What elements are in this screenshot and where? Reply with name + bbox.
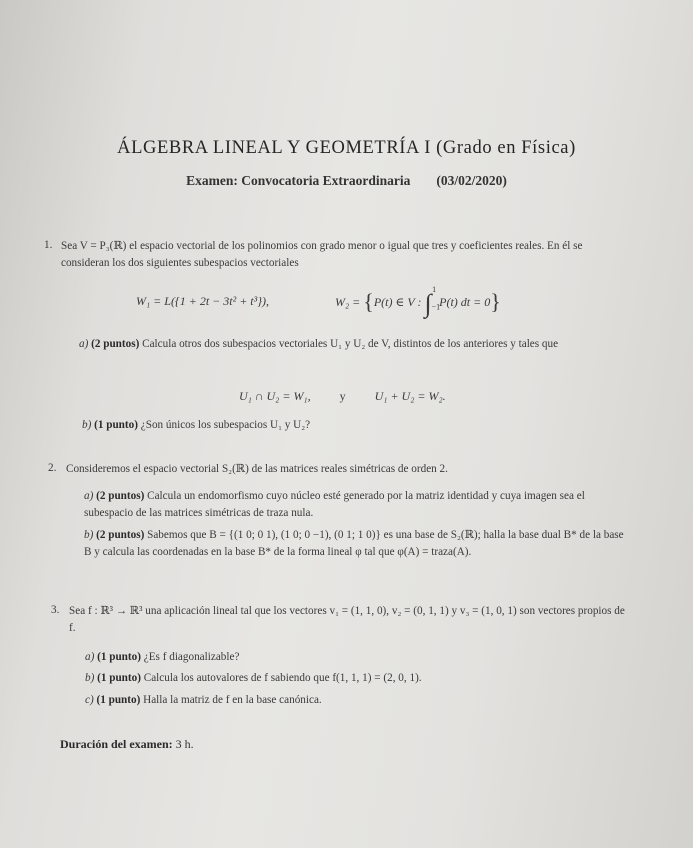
exam-subtitle — [0, 173, 693, 189]
question-3-number: 3. — [51, 604, 60, 616]
question-1a-points: (2 puntos) — [91, 338, 140, 350]
question-1a-text: Calcula otros dos subespacios vectoriales U₁ y U₂ de V, distintos de los anteriores y tales que — [142, 338, 559, 350]
question-2-intro: Consideremos el espacio vectorial S₂(ℝ) de las matrices reales simétricas de orden 2. — [66, 463, 448, 475]
question-1b: b) (1 punto) ¿Son únicos los subespacios U₁ y U₂? — [82, 419, 311, 431]
question-3-intro: Sea f : ℝ³ → ℝ³ una aplicación lineal tal que los vectores v₁ = (1, 1, 0), v₂ = (0, 1, 1) y v₃ = (1, 0, 1) son vectores propios de f. — [69, 605, 625, 634]
exam-session: Examen: Convocatoria Extraordinaria — [186, 173, 411, 188]
question-1-w2: W₂ = {P(t) ∈ V : $\int_{-1}^1$ P(t) dt = 0} — [335, 285, 501, 318]
question-1a-label: a) — [79, 338, 89, 350]
question-1a — [79, 336, 622, 353]
question-1-number: 1. — [44, 239, 53, 251]
question-1-w1: W₁ = L({1 + 2t − 3t² + t³}), — [136, 294, 270, 308]
duration-label: Duración del examen: — [60, 737, 173, 751]
exam-duration — [60, 737, 194, 752]
question-1a-conditions: U₁ ∩ U₂ = W₁, y U₁ + U₂ = W₂. — [239, 389, 446, 403]
question-2b: b) (2 puntos) Sabemos que B = {(1 0; 0 1), (1 0; 0 −1), (0 1; 1 0)} es una base de S₂(ℝ); halla la base dual B* de la base B y calcula las coordenadas en la base B* de la forma lineal φ tal que φ(A) = traza(A). — [84, 529, 624, 558]
question-2-number: 2. — [48, 462, 57, 474]
question-3a: a) (1 punto) ¿Es f diagonalizable? — [85, 651, 240, 663]
exam-date: (03/02/2020) — [436, 173, 507, 188]
question-1-intro: Sea V = P₃(ℝ) el espacio vectorial de los polinomios con grado menor o igual que tres y coeficientes reales. En él se consideran los dos siguientes subespacios vectoriales — [61, 240, 583, 269]
exam-title: ÁLGEBRA LINEAL Y GEOMETRÍA I (Grado en Física) — [117, 138, 576, 158]
question-3b: b) (1 punto) Calcula los autovalores de f sabiendo que f(1, 1, 1) = (2, 0, 1). — [85, 672, 422, 684]
question-3c: c) (1 punto) Halla la matriz de f en la base canónica. — [85, 694, 322, 706]
question-2a: a) (2 puntos) Calcula un endomorfismo cuyo núcleo esté generado por la matriz identidad y cuya imagen sea el subespacio de las matrices simétricas de traza nula. — [84, 490, 585, 519]
duration-value: 3 h. — [175, 737, 194, 751]
